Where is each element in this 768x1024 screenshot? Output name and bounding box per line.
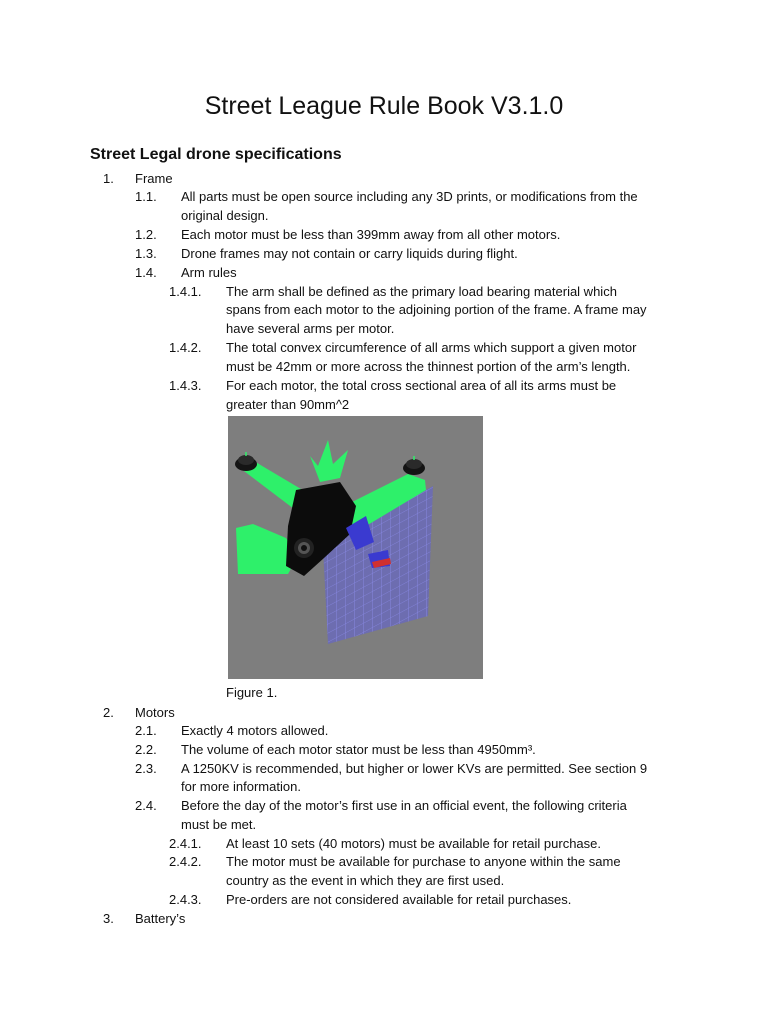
list-item-text: The total convex circumference of all arms which support a given motor bbox=[226, 340, 637, 355]
list-item-text: for more information. bbox=[181, 779, 301, 794]
figure-caption: Figure 1. bbox=[226, 685, 278, 700]
list-item-text: greater than 90mm^2 bbox=[226, 397, 350, 412]
drone-arm-figure bbox=[228, 416, 483, 679]
list-item-text: Exactly 4 motors allowed. bbox=[181, 723, 329, 738]
item-number: 2.2. bbox=[135, 742, 157, 757]
list-item-text: original design. bbox=[181, 208, 269, 223]
list-item-text: must be 42mm or more across the thinnest portion of the arm’s length. bbox=[226, 359, 631, 374]
item-number: 1.4.3. bbox=[169, 378, 202, 393]
item-number: 2.4. bbox=[135, 798, 157, 813]
document-title: Street League Rule Book V3.1.0 bbox=[204, 92, 564, 120]
list-item-text: For each motor, the total cross sectional area of all its arms must be bbox=[226, 378, 617, 393]
list-item-text: Pre-orders are not considered available for retail purchases. bbox=[226, 892, 572, 907]
item-number: 1.1. bbox=[135, 189, 157, 204]
list-item-batteries: Battery’s bbox=[135, 911, 186, 926]
item-number: 1.2. bbox=[135, 227, 157, 242]
list-item-text: The arm shall be defined as the primary load bearing material which bbox=[226, 284, 617, 299]
list-item-text: Each motor must be less than 399mm away from all other motors. bbox=[181, 227, 561, 242]
list-item-text: The motor must be available for purchase to anyone within the same bbox=[226, 854, 621, 869]
item-number: 2.4.3. bbox=[169, 892, 202, 907]
item-number: 2.1. bbox=[135, 723, 157, 738]
item-number: 2. bbox=[103, 705, 114, 720]
list-item-text: Before the day of the motor’s first use in an official event, the following criteria bbox=[181, 798, 627, 813]
list-item-frame: Frame bbox=[135, 171, 173, 186]
item-number: 2.4.1. bbox=[169, 836, 202, 851]
list-item-text: have several arms per motor. bbox=[226, 321, 395, 336]
list-item-text: All parts must be open source including any 3D prints, or modifications from the bbox=[181, 189, 638, 204]
item-number: 1.3. bbox=[135, 246, 157, 261]
list-item-text: At least 10 sets (40 motors) must be available for retail purchase. bbox=[226, 836, 602, 851]
list-item-text: Arm rules bbox=[181, 265, 237, 280]
item-number: 2.3. bbox=[135, 761, 157, 776]
drone-render-image bbox=[228, 416, 483, 679]
list-item-text: The volume of each motor stator must be less than 4950mm³. bbox=[181, 742, 536, 757]
item-number: 1.4. bbox=[135, 265, 157, 280]
item-number: 2.4.2. bbox=[169, 854, 202, 869]
item-number: 1.4.1. bbox=[169, 284, 202, 299]
list-item-text: Drone frames may not contain or carry liquids during flight. bbox=[181, 246, 518, 261]
item-number: 3. bbox=[103, 911, 114, 926]
list-item-text: spans from each motor to the adjoining portion of the frame. A frame may bbox=[226, 302, 647, 317]
list-item-text: country as the event in which they are first used. bbox=[226, 873, 505, 888]
list-item-text: must be met. bbox=[181, 817, 257, 832]
item-number: 1. bbox=[103, 171, 114, 186]
section-heading: Street Legal drone specifications bbox=[90, 146, 342, 163]
item-number: 1.4.2. bbox=[169, 340, 202, 355]
list-item-motors: Motors bbox=[135, 705, 175, 720]
list-item-text: A 1250KV is recommended, but higher or lower KVs are permitted. See section 9 bbox=[181, 761, 648, 776]
